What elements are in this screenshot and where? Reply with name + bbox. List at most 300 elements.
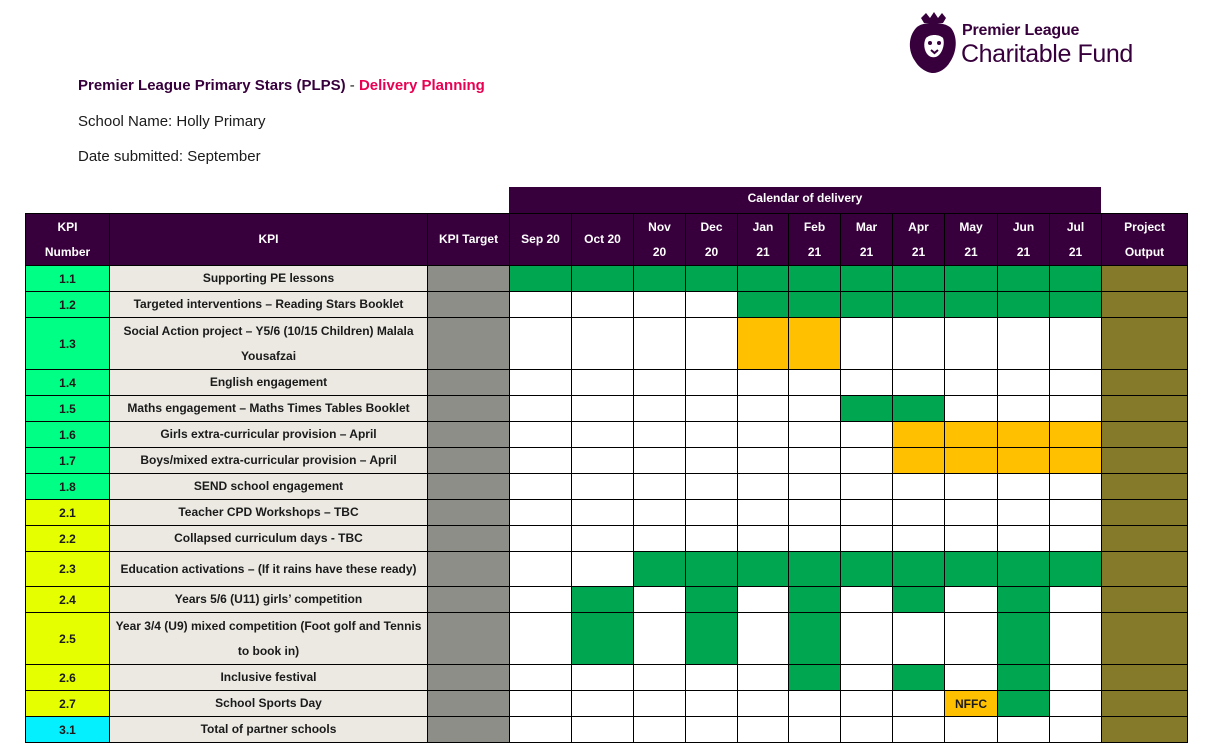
- month-cell: [998, 665, 1050, 691]
- month-cell: [634, 691, 686, 717]
- month-cell: [572, 292, 634, 318]
- table-row: [26, 318, 1188, 370]
- month-cell: [510, 500, 572, 526]
- kpi-number: 2.7: [26, 691, 110, 717]
- month-cell: [686, 665, 738, 691]
- month-cell: [841, 318, 893, 370]
- month-cell: [1050, 370, 1102, 396]
- month-cell: [945, 474, 998, 500]
- kpi-number: 1.4: [26, 370, 110, 396]
- month-cell: [1050, 665, 1102, 691]
- kpi-number: 2.6: [26, 665, 110, 691]
- header-month-3: [686, 214, 738, 266]
- header-month-7-text: Apr: [908, 219, 929, 234]
- project-output-cell: [1102, 717, 1188, 743]
- month-cell: [510, 396, 572, 422]
- title-separator: -: [345, 77, 359, 94]
- kpi-target-cell: [428, 552, 510, 587]
- kpi-number: 1.7: [26, 448, 110, 474]
- month-cell: [1050, 292, 1102, 318]
- table-row: [26, 266, 1188, 292]
- header-month-9-text: 21: [1016, 244, 1031, 259]
- project-output-cell: [1102, 500, 1188, 526]
- month-cell: [1050, 587, 1102, 613]
- header-month-9: [998, 214, 1050, 266]
- month-cell: [686, 474, 738, 500]
- month-cell: [789, 396, 841, 422]
- month-cell: [738, 665, 789, 691]
- header-kpi-text: KPI: [258, 232, 279, 246]
- kpi-number: 1.8: [26, 474, 110, 500]
- header-month-1: [572, 214, 634, 266]
- header-project-output: [1102, 214, 1188, 266]
- project-output-cell: [1102, 691, 1188, 717]
- project-output-cell: [1102, 396, 1188, 422]
- kpi-target-cell: [428, 292, 510, 318]
- month-cell: [789, 266, 841, 292]
- month-cell: NFFC: [945, 691, 998, 717]
- month-cell: [686, 318, 738, 370]
- header-month-2-text: 20: [652, 244, 667, 259]
- month-cell: [572, 318, 634, 370]
- month-cell: [841, 526, 893, 552]
- project-output-cell: [1102, 665, 1188, 691]
- kpi-description: Collapsed curriculum days - TBC: [110, 526, 428, 552]
- month-cell: [510, 266, 572, 292]
- month-cell: [1050, 613, 1102, 665]
- table-row: [26, 691, 1188, 717]
- kpi-number: 1.5: [26, 396, 110, 422]
- project-output-cell: [1102, 448, 1188, 474]
- table-row: [26, 474, 1188, 500]
- header-project-output-text: Project: [1124, 219, 1165, 234]
- kpi-number: 1.6: [26, 422, 110, 448]
- kpi-description: Boys/mixed extra-curricular provision – April: [110, 448, 428, 474]
- month-cell: [634, 665, 686, 691]
- kpi-target-cell: [428, 587, 510, 613]
- month-cell: [893, 717, 945, 743]
- month-cell: [572, 474, 634, 500]
- project-output-cell: [1102, 552, 1188, 587]
- month-cell: [738, 448, 789, 474]
- header-month-0: [510, 214, 572, 266]
- month-cell: [998, 526, 1050, 552]
- project-output-cell: [1102, 613, 1188, 665]
- month-cell: [998, 318, 1050, 370]
- month-cell: [738, 552, 789, 587]
- month-cell: [572, 396, 634, 422]
- month-cell: [634, 613, 686, 665]
- title-main: Premier League Primary Stars (PLPS): [78, 77, 346, 94]
- header-month-7: [893, 214, 945, 266]
- table-row: [26, 613, 1188, 665]
- header-month-10: [1050, 214, 1102, 266]
- month-cell: [841, 396, 893, 422]
- month-cell: [572, 500, 634, 526]
- header-month-10-text: 21: [1068, 244, 1083, 259]
- month-cell: [998, 500, 1050, 526]
- project-output-cell: [1102, 422, 1188, 448]
- month-cell: [789, 691, 841, 717]
- month-cell: [510, 552, 572, 587]
- header-month-10-text: Jul: [1066, 219, 1085, 234]
- header-month-3-text: 20: [704, 244, 719, 259]
- header-month-4: [738, 214, 789, 266]
- kpi-target-cell: [428, 691, 510, 717]
- kpi-target-cell: [428, 422, 510, 448]
- month-cell: [789, 526, 841, 552]
- month-cell: [841, 266, 893, 292]
- logo-line-charitable-fund: Charitable Fund: [961, 40, 1133, 68]
- month-cell: [686, 266, 738, 292]
- month-cell: [510, 370, 572, 396]
- month-cell: [893, 266, 945, 292]
- month-cell: [1050, 266, 1102, 292]
- month-cell: [510, 526, 572, 552]
- kpi-description: Social Action project – Y5/6 (10/15 Children) Malala Yousafzai: [110, 318, 428, 370]
- kpi-target-cell: [428, 665, 510, 691]
- month-cell: [945, 396, 998, 422]
- month-cell: [945, 292, 998, 318]
- month-cell: [510, 422, 572, 448]
- kpi-target-cell: [428, 266, 510, 292]
- kpi-description: Year 3/4 (U9) mixed competition (Foot golf and Tennis to book in): [110, 613, 428, 665]
- month-cell: [1050, 422, 1102, 448]
- month-cell: [841, 665, 893, 691]
- month-cell: [893, 552, 945, 587]
- delivery-planning-table: [25, 213, 1188, 743]
- kpi-target-cell: [428, 318, 510, 370]
- month-cell: [893, 500, 945, 526]
- kpi-target-cell: [428, 526, 510, 552]
- month-cell: [686, 292, 738, 318]
- project-output-cell: [1102, 474, 1188, 500]
- header-month-5-text: 21: [807, 244, 822, 259]
- month-cell: [572, 266, 634, 292]
- project-output-cell: [1102, 266, 1188, 292]
- month-cell: [789, 318, 841, 370]
- kpi-description: Teacher CPD Workshops – TBC: [110, 500, 428, 526]
- kpi-number: 2.3: [26, 552, 110, 587]
- month-cell: [841, 691, 893, 717]
- month-cell: [841, 292, 893, 318]
- month-cell: [634, 370, 686, 396]
- table-row: [26, 552, 1188, 587]
- table-row: [26, 292, 1188, 318]
- month-cell: [1050, 500, 1102, 526]
- month-cell: [634, 448, 686, 474]
- month-cell: [893, 613, 945, 665]
- table-row: [26, 500, 1188, 526]
- month-cell: [572, 691, 634, 717]
- month-cell: [738, 370, 789, 396]
- school-name-line: School Name: Holly Primary: [78, 113, 266, 130]
- month-cell: [634, 526, 686, 552]
- month-cell: [893, 474, 945, 500]
- project-output-cell: [1102, 526, 1188, 552]
- header-kpi-target: [428, 214, 510, 266]
- month-cell: [738, 717, 789, 743]
- month-cell: [686, 526, 738, 552]
- month-cell: [1050, 318, 1102, 370]
- header-month-3-text: Dec: [700, 219, 723, 234]
- month-cell: [893, 370, 945, 396]
- month-cell: [893, 396, 945, 422]
- month-cell: [686, 552, 738, 587]
- header-kpi-number-text: Number: [44, 244, 91, 259]
- kpi-target-cell: [428, 448, 510, 474]
- month-cell: [686, 691, 738, 717]
- header-kpi-number: [26, 214, 110, 266]
- table-row: [26, 526, 1188, 552]
- month-cell: [893, 526, 945, 552]
- month-cell: [686, 587, 738, 613]
- title-accent: Delivery Planning: [358, 77, 485, 94]
- kpi-description: Years 5/6 (U11) girls’ competition: [110, 587, 428, 613]
- month-cell: [572, 613, 634, 665]
- calendar-of-delivery-header: Calendar of delivery: [509, 187, 1101, 213]
- table-row: [26, 448, 1188, 474]
- project-output-cell: [1102, 587, 1188, 613]
- kpi-target-cell: [428, 613, 510, 665]
- month-cell: [945, 552, 998, 587]
- premier-league-charitable-fund-logo: [906, 10, 1146, 74]
- header-month-8-text: 21: [964, 244, 978, 259]
- month-cell: [1050, 552, 1102, 587]
- month-cell: [1050, 717, 1102, 743]
- month-cell: [634, 422, 686, 448]
- month-cell: [738, 526, 789, 552]
- month-cell: [998, 613, 1050, 665]
- kpi-number: 2.1: [26, 500, 110, 526]
- month-cell: [572, 448, 634, 474]
- project-output-cell: [1102, 318, 1188, 370]
- month-cell: [1050, 448, 1102, 474]
- header-month-1-text: Oct 20: [584, 232, 621, 246]
- month-cell: [1050, 526, 1102, 552]
- kpi-description: SEND school engagement: [110, 474, 428, 500]
- month-cell: [998, 552, 1050, 587]
- header-month-4-text: 21: [756, 244, 770, 259]
- month-cell: [738, 474, 789, 500]
- kpi-description: Education activations – (If it rains have these ready): [110, 552, 428, 587]
- kpi-target-cell: [428, 500, 510, 526]
- header-month-6-text: Mar: [855, 219, 878, 234]
- month-cell: [738, 613, 789, 665]
- month-cell: [945, 613, 998, 665]
- header-month-2-text: Nov: [648, 219, 671, 234]
- month-cell: [510, 613, 572, 665]
- month-cell: [634, 396, 686, 422]
- month-cell: [686, 717, 738, 743]
- kpi-description: English engagement: [110, 370, 428, 396]
- kpi-description: Inclusive festival: [110, 665, 428, 691]
- month-cell: [945, 526, 998, 552]
- month-cell: [998, 474, 1050, 500]
- month-cell: [510, 717, 572, 743]
- month-cell: [634, 587, 686, 613]
- month-cell: [998, 292, 1050, 318]
- header-kpi: [110, 214, 428, 266]
- month-cell: [841, 448, 893, 474]
- month-cell: [841, 474, 893, 500]
- month-cell: [945, 266, 998, 292]
- month-cell: [893, 448, 945, 474]
- header-month-0-text: Sep 20: [521, 232, 560, 246]
- month-cell: [893, 318, 945, 370]
- month-cell: [789, 717, 841, 743]
- month-cell: [634, 500, 686, 526]
- month-cell: [841, 587, 893, 613]
- month-cell: [945, 318, 998, 370]
- month-cell: [572, 370, 634, 396]
- month-cell: [738, 292, 789, 318]
- kpi-description: Maths engagement – Maths Times Tables Booklet: [110, 396, 428, 422]
- header-month-6-text: 21: [859, 244, 874, 259]
- kpi-description: Total of partner schools: [110, 717, 428, 743]
- month-cell: [945, 587, 998, 613]
- month-cell: [1050, 474, 1102, 500]
- header-kpi-number-text: KPI: [57, 219, 78, 234]
- month-cell: [789, 665, 841, 691]
- project-output-cell: [1102, 370, 1188, 396]
- table-row: [26, 370, 1188, 396]
- month-cell: [789, 370, 841, 396]
- month-cell: [789, 422, 841, 448]
- month-cell: [686, 422, 738, 448]
- month-cell: [945, 665, 998, 691]
- month-cell: [634, 474, 686, 500]
- month-cell: [789, 587, 841, 613]
- date-submitted-line: Date submitted: September: [78, 148, 261, 165]
- month-cell: [945, 448, 998, 474]
- lion-crest-icon: [906, 12, 960, 74]
- kpi-target-cell: [428, 717, 510, 743]
- header-month-7-text: 21: [911, 244, 926, 259]
- month-cell: [945, 500, 998, 526]
- month-cell: [634, 266, 686, 292]
- month-cell: [998, 396, 1050, 422]
- month-cell: [841, 717, 893, 743]
- kpi-number: 2.5: [26, 613, 110, 665]
- header-month-8-text: May: [959, 219, 983, 234]
- kpi-number: 1.3: [26, 318, 110, 370]
- month-cell: [510, 691, 572, 717]
- kpi-target-cell: [428, 396, 510, 422]
- month-cell: [738, 587, 789, 613]
- month-cell: [893, 587, 945, 613]
- month-cell: [686, 500, 738, 526]
- table-row: [26, 587, 1188, 613]
- month-cell: [841, 370, 893, 396]
- month-cell: [634, 552, 686, 587]
- table-row: [26, 396, 1188, 422]
- month-cell: [893, 422, 945, 448]
- month-cell: [634, 717, 686, 743]
- month-cell: [998, 587, 1050, 613]
- month-cell: [572, 552, 634, 587]
- month-cell: [738, 396, 789, 422]
- month-cell: [738, 691, 789, 717]
- kpi-description: Girls extra-curricular provision – April: [110, 422, 428, 448]
- table-row: [26, 665, 1188, 691]
- month-cell: [510, 292, 572, 318]
- month-cell: [510, 474, 572, 500]
- header-month-8: [945, 214, 998, 266]
- month-cell: [789, 292, 841, 318]
- header-month-6: [841, 214, 893, 266]
- month-cell: [893, 292, 945, 318]
- month-cell: [510, 665, 572, 691]
- month-cell: [510, 448, 572, 474]
- kpi-number: 2.4: [26, 587, 110, 613]
- kpi-description: School Sports Day: [110, 691, 428, 717]
- header-kpi-target-text: KPI Target: [438, 232, 499, 246]
- month-cell: [998, 691, 1050, 717]
- kpi-number: 1.1: [26, 266, 110, 292]
- month-cell: [738, 500, 789, 526]
- month-cell: [998, 422, 1050, 448]
- month-cell: [738, 422, 789, 448]
- month-cell: [686, 396, 738, 422]
- month-cell: [572, 665, 634, 691]
- document-title: [78, 77, 485, 94]
- table-row: [26, 422, 1188, 448]
- month-cell: [893, 691, 945, 717]
- month-cell: [1050, 396, 1102, 422]
- month-cell: [738, 318, 789, 370]
- month-cell: [789, 448, 841, 474]
- header-month-2: [634, 214, 686, 266]
- month-cell: [841, 552, 893, 587]
- month-cell: [686, 448, 738, 474]
- header-month-5: [789, 214, 841, 266]
- month-cell: [510, 587, 572, 613]
- kpi-target-cell: [428, 474, 510, 500]
- header-month-9-text: Jun: [1012, 219, 1035, 234]
- kpi-description: Targeted interventions – Reading Stars Booklet: [110, 292, 428, 318]
- month-cell: [998, 448, 1050, 474]
- month-cell: [945, 422, 998, 448]
- month-cell: [998, 717, 1050, 743]
- kpi-number: 2.2: [26, 526, 110, 552]
- month-cell: [841, 613, 893, 665]
- month-cell: [572, 587, 634, 613]
- kpi-target-cell: [428, 370, 510, 396]
- month-cell: [572, 717, 634, 743]
- header-month-4-text: Jan: [752, 219, 774, 234]
- month-cell: [634, 318, 686, 370]
- table-row: [26, 717, 1188, 743]
- month-cell: [945, 717, 998, 743]
- month-cell: [789, 552, 841, 587]
- month-cell: [738, 266, 789, 292]
- month-cell: [998, 370, 1050, 396]
- month-cell: [789, 500, 841, 526]
- month-cell: [841, 500, 893, 526]
- month-cell: [893, 665, 945, 691]
- month-cell: [998, 266, 1050, 292]
- month-cell: [1050, 691, 1102, 717]
- header-month-5-text: Feb: [803, 219, 826, 234]
- kpi-description: Supporting PE lessons: [110, 266, 428, 292]
- month-cell: [686, 613, 738, 665]
- month-cell: [686, 370, 738, 396]
- month-cell: [572, 422, 634, 448]
- month-cell: [572, 526, 634, 552]
- month-cell: [510, 318, 572, 370]
- kpi-number: 1.2: [26, 292, 110, 318]
